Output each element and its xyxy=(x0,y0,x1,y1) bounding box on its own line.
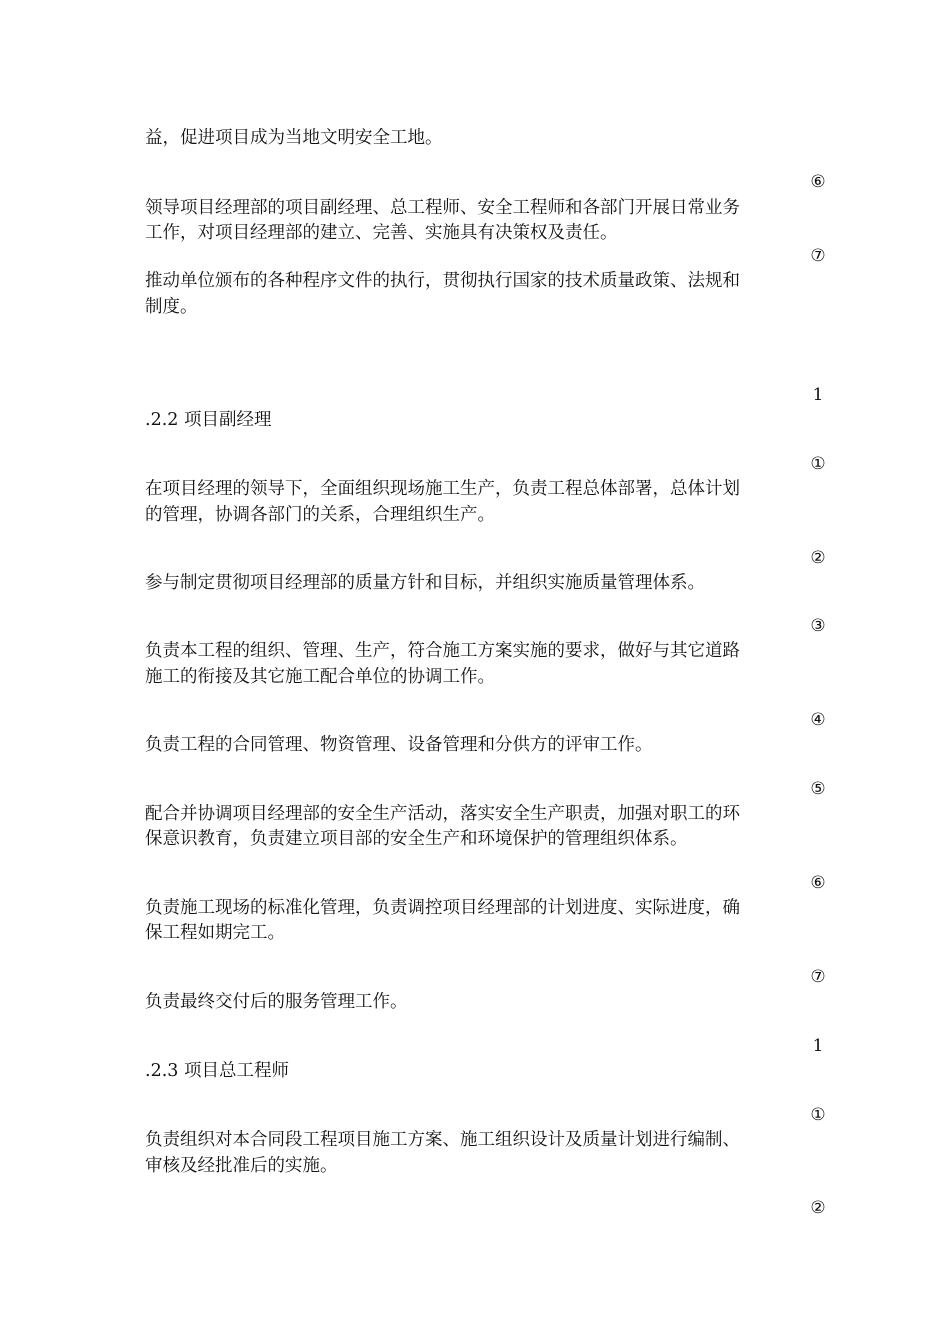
paragraph-line: 参与制定贯彻项目经理部的质量方针和目标，并组织实施质量管理体系。 xyxy=(145,573,705,593)
intro-line: 益，促进项目成为当地文明安全工地。 xyxy=(145,128,443,148)
item-marker: ① xyxy=(810,454,826,474)
paragraph-line: 保工程如期完工。 xyxy=(145,923,285,943)
paragraph-line: 负责本工程的组织、管理、生产，符合施工方案实施的要求，做好与其它道路 xyxy=(145,641,740,661)
item-marker: ② xyxy=(810,1198,826,1218)
item-marker: ⑥ xyxy=(810,873,826,893)
section-number: 1 xyxy=(812,1036,824,1056)
paragraph-line: 配合并协调项目经理部的安全生产活动，落实安全生产职责，加强对职工的环 xyxy=(145,804,740,824)
paragraph-line: 在项目经理的领导下，全面组织现场施工生产，负责工程总体部署，总体计划 xyxy=(145,479,740,499)
paragraph-line: 负责最终交付后的服务管理工作。 xyxy=(145,992,408,1012)
paragraph-line: 推动单位颁布的各种程序文件的执行，贯彻执行国家的技术质量政策、法规和 xyxy=(145,271,740,291)
item-marker: ① xyxy=(810,1105,826,1125)
item-marker: ③ xyxy=(810,616,826,636)
section-number: 1 xyxy=(812,385,824,405)
paragraph-line: 工作，对项目经理部的建立、完善、实施具有决策权及责任。 xyxy=(145,223,618,243)
item-marker: ⑤ xyxy=(810,779,826,799)
section-heading: .2.2 项目副经理 xyxy=(145,410,272,430)
paragraph-line: 的管理，协调各部门的关系，合理组织生产。 xyxy=(145,505,495,525)
section-heading: .2.3 项目总工程师 xyxy=(145,1061,289,1081)
paragraph-line: 负责工程的合同管理、物资管理、设备管理和分供方的评审工作。 xyxy=(145,735,653,755)
paragraph-line: 负责组织对本合同段工程项目施工方案、施工组织设计及质量计划进行编制、 xyxy=(145,1130,740,1150)
item-marker: ⑦ xyxy=(810,246,826,266)
item-marker: ② xyxy=(810,548,826,568)
paragraph-line: 制度。 xyxy=(145,297,198,317)
paragraph-line: 保意识教育，负责建立项目部的安全生产和环境保护的管理组织体系。 xyxy=(145,829,688,849)
paragraph-line: 施工的衔接及其它施工配合单位的协调工作。 xyxy=(145,667,495,687)
paragraph-line: 审核及经批准后的实施。 xyxy=(145,1156,338,1176)
item-marker: ⑦ xyxy=(810,967,826,987)
paragraph-line: 负责施工现场的标准化管理，负责调控项目经理部的计划进度、实际进度，确 xyxy=(145,898,740,918)
item-marker: ④ xyxy=(810,710,826,730)
paragraph-line: 领导项目经理部的项目副经理、总工程师、安全工程师和各部门开展日常业务 xyxy=(145,198,740,218)
item-marker: ⑥ xyxy=(810,172,826,192)
